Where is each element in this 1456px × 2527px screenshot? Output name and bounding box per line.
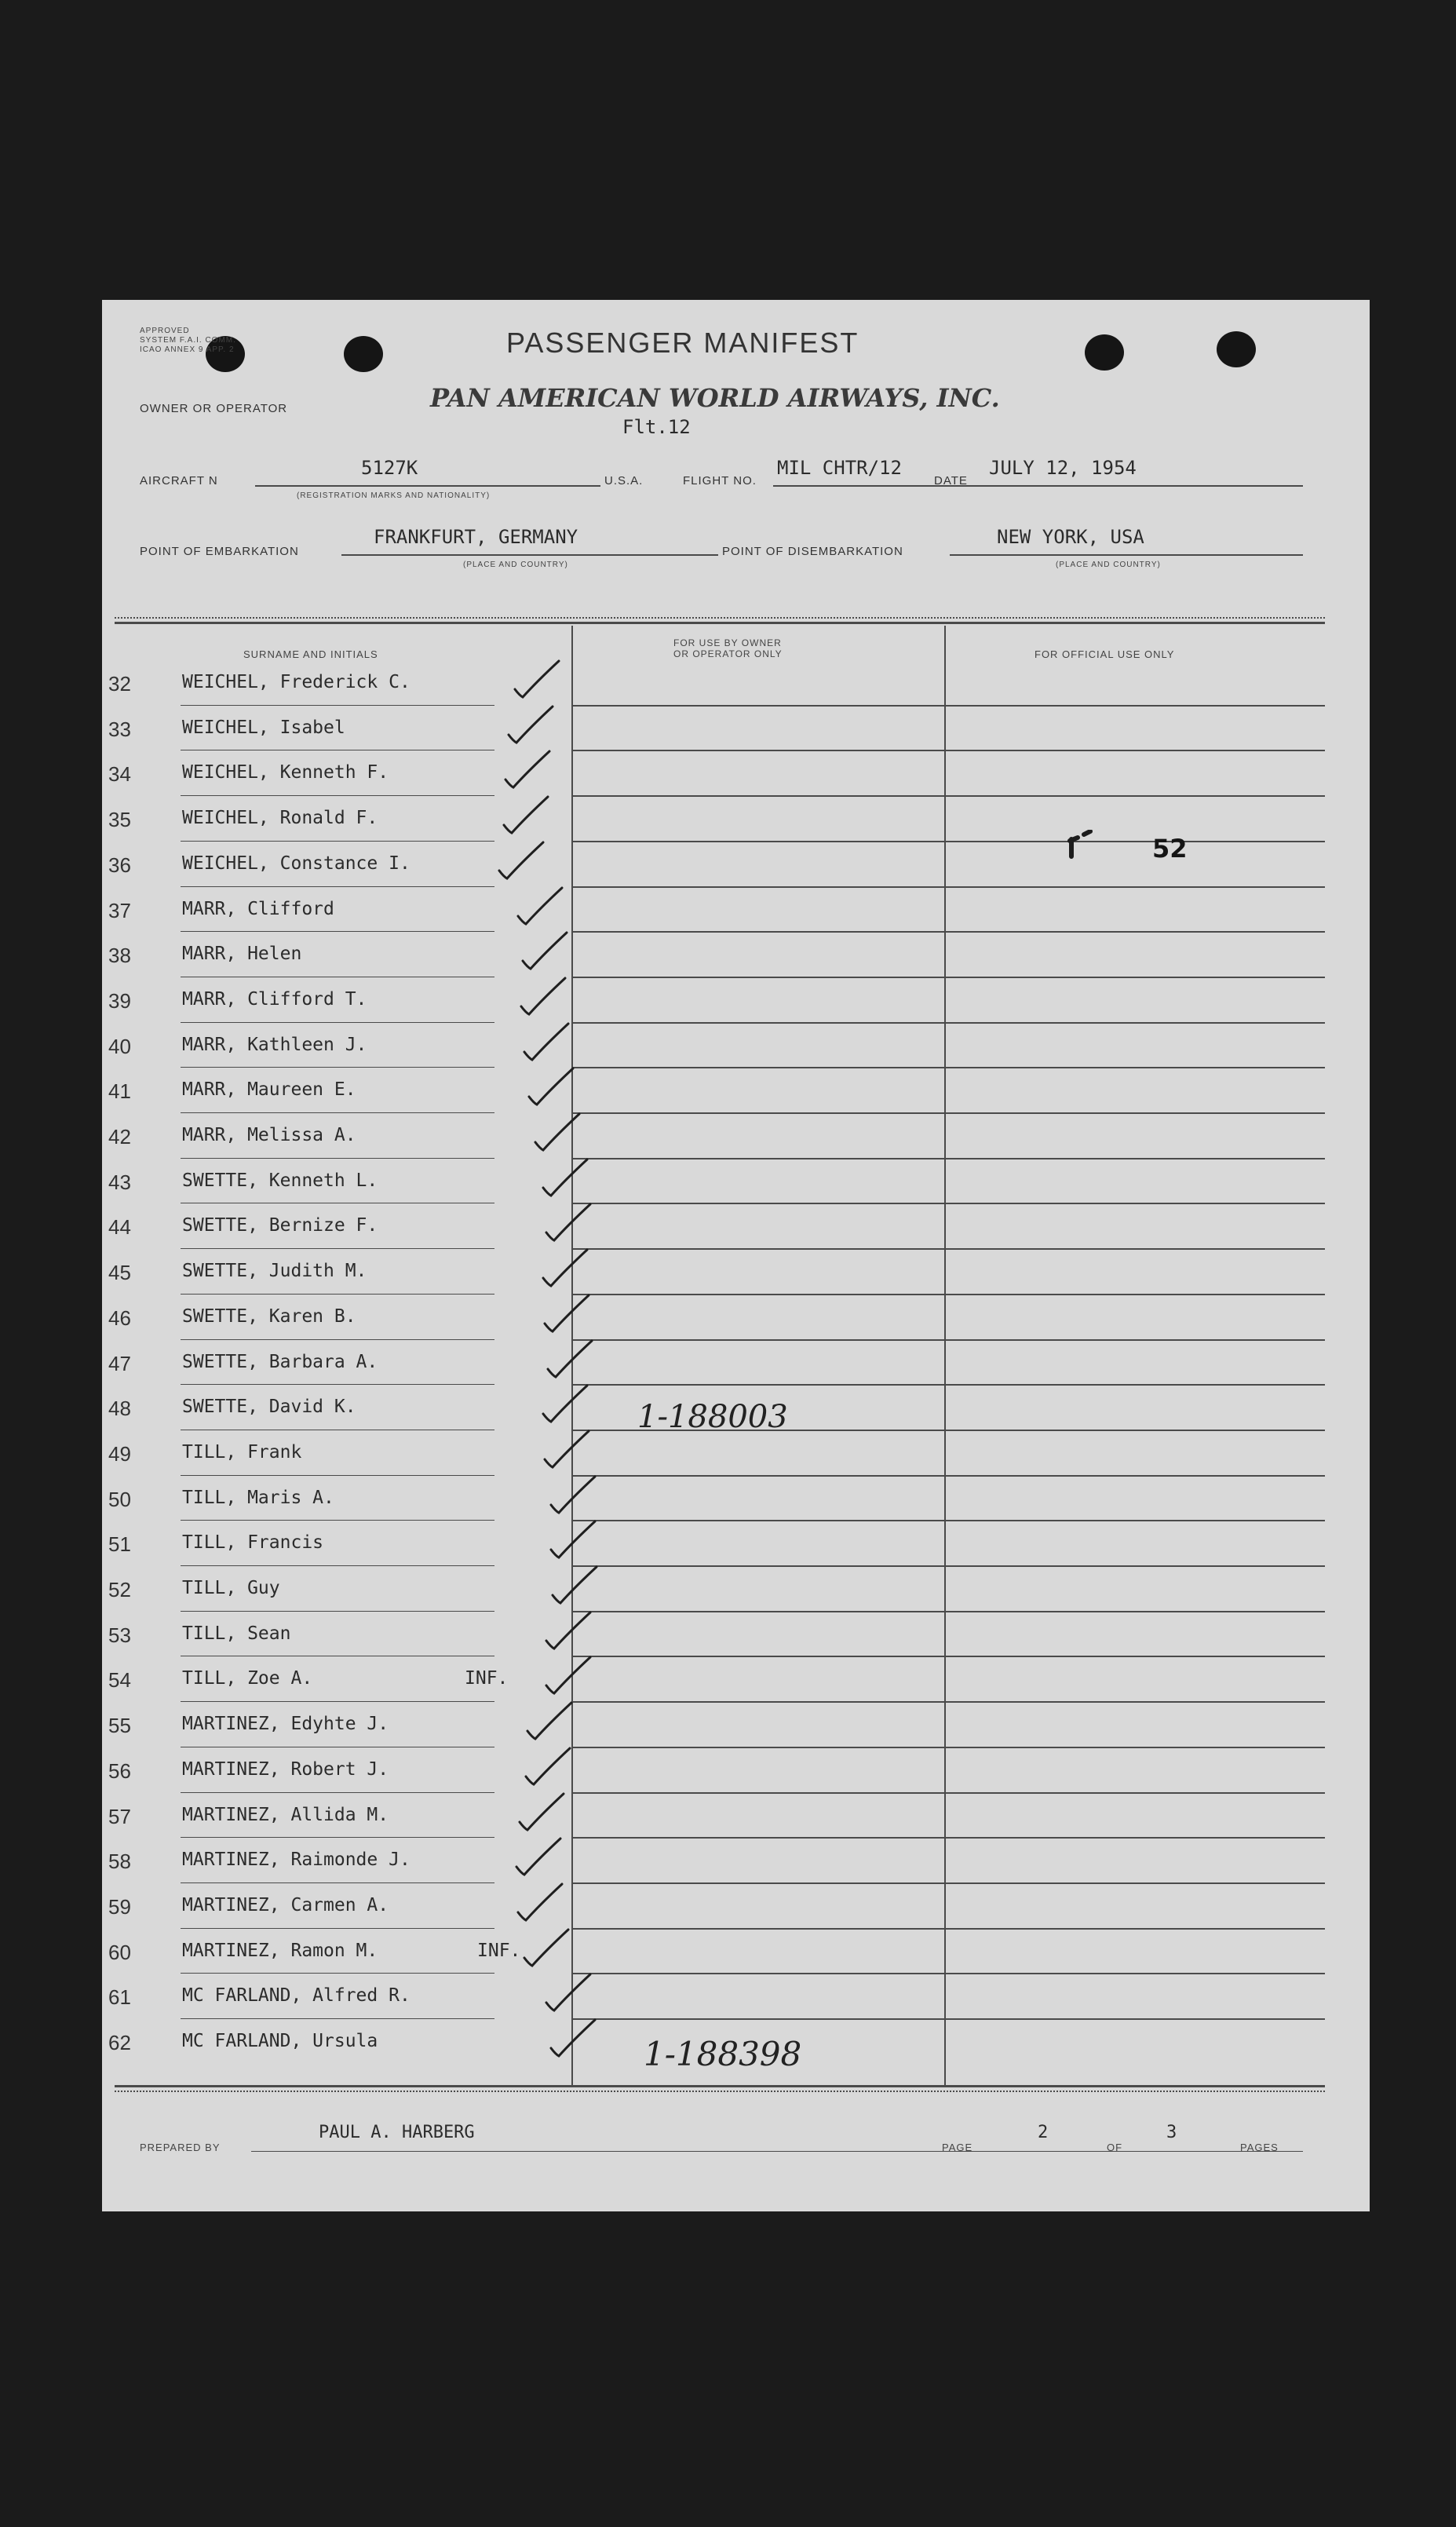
check-mark-icon [548,1564,603,1614]
approval-line: SYSTEM F.A.I. COMM. [140,336,236,345]
row-number: 35 [108,808,131,832]
approval-line: ICAO ANNEX 9 APP. 2 [140,345,235,354]
passenger-name: MARTINEZ, Carmen A. [182,1894,389,1915]
infant-note: INF. [477,1940,521,1961]
row-number: 32 [108,672,131,696]
row-number: 60 [108,1940,131,1964]
aircraft-value: 5127K [361,457,418,479]
passenger-name: MARR, Clifford T. [182,988,367,1010]
row-number: 61 [108,1985,131,2010]
handwritten-ticket-number: 1-188398 [644,2035,802,2073]
page-label: PAGE [942,2142,973,2153]
check-mark-icon [518,929,573,980]
passenger-name: TILL, Maris A. [182,1487,334,1508]
passenger-name: SWETTE, Judith M. [182,1261,367,1282]
passenger-name: MC FARLAND, Ursula [182,2031,378,2051]
check-mark-icon [521,1745,576,1795]
prepared-by-value: PAUL A. HARBERG [319,2123,475,2142]
row-number: 38 [108,944,131,968]
check-mark-icon [520,1021,575,1071]
check-mark-icon [513,1881,568,1931]
passenger-name: MC FARLAND, Alfred R. [182,1985,411,2007]
page-total: 3 [1166,2123,1177,2142]
passenger-name: MARR, Helen [182,944,302,965]
check-mark-icon [542,1201,597,1251]
row-number: 52 [108,1578,131,1601]
embarkation-place-note: (PLACE AND COUNTRY) [463,561,568,569]
column-header-owner-use: OR OPERATOR ONLY [673,648,783,659]
punch-hole [1217,331,1256,367]
row-number: 55 [108,1714,131,1738]
check-mark-icon [542,1971,597,2021]
check-mark-icon [546,1473,601,1524]
check-mark-icon [546,2017,601,2067]
approval-line: APPROVED [140,327,190,335]
column-header-official-use: FOR OFFICIAL USE ONLY [1035,648,1175,660]
check-mark-icon [538,1247,593,1297]
passenger-name: MARR, Kathleen J. [182,1034,367,1055]
check-mark-icon [499,794,554,844]
passenger-name: TILL, Frank [182,1441,302,1463]
check-mark-icon [513,885,568,935]
row-number: 37 [108,898,131,922]
passenger-name: WEICHEL, Isabel [182,717,345,738]
check-mark-icon [524,1065,579,1116]
row-number: 33 [108,717,131,741]
passenger-name: MARTINEZ, Ramon M. [182,1940,378,1961]
row-number: 62 [108,2031,131,2054]
passenger-name: SWETTE, Kenneth L. [182,1170,378,1191]
row-number: 43 [108,1170,131,1194]
passenger-name: MARR, Clifford [182,898,334,919]
official-mark: 52 [1152,834,1188,864]
row-number: 34 [108,762,131,787]
row-number: 49 [108,1441,131,1466]
check-mark-icon [510,658,565,708]
check-mark-icon [523,1700,578,1750]
row-number: 40 [108,1034,131,1058]
check-mark-icon [520,1926,575,1977]
passenger-name: MARTINEZ, Allida M. [182,1804,389,1825]
passenger-name: SWETTE, David K. [182,1397,356,1418]
passenger-name: SWETTE, Barbara A. [182,1351,378,1372]
flight-no-label: FLIGHT NO. [683,474,757,488]
check-mark-icon [538,1156,593,1207]
aircraft-label: AIRCRAFT N [140,474,218,488]
embarkation-label: POINT OF EMBARKATION [140,545,299,558]
check-mark-icon [512,1835,567,1886]
date-label: DATE [934,474,968,488]
check-mark-icon [516,975,571,1025]
column-header-names: SURNAME AND INITIALS [243,648,378,660]
of-label: OF [1107,2142,1123,2153]
check-mark-icon [504,703,559,754]
row-number: 58 [108,1850,131,1874]
row-number: 57 [108,1804,131,1828]
prepared-by-label: PREPARED BY [140,2142,221,2153]
embarkation-value: FRANKFURT, GERMANY [374,526,578,548]
passenger-name: TILL, Francis [182,1532,324,1554]
row-number: 56 [108,1758,131,1783]
row-number: 47 [108,1351,131,1375]
passenger-name: SWETTE, Karen B. [182,1305,356,1327]
owner-label: OWNER OR OPERATOR [140,402,288,415]
row-number: 51 [108,1532,131,1557]
passenger-name: WEICHEL, Kenneth F. [182,762,389,783]
check-mark-icon [540,1292,595,1342]
column-header-owner-use: FOR USE BY OWNER [673,637,782,648]
passenger-name: MARR, Maureen E. [182,1079,356,1101]
check-mark-icon [540,1428,595,1478]
check-mark-icon [515,1791,570,1841]
check-mark-icon [531,1111,586,1161]
manifest-sheet [102,300,1370,2211]
row-number: 36 [108,853,131,877]
row-number: 59 [108,1894,131,1919]
row-number: 54 [108,1668,131,1693]
passenger-name: MARR, Melissa A. [182,1125,356,1145]
row-number: 48 [108,1397,131,1421]
disembarkation-value: NEW YORK, USA [997,526,1144,548]
disembarkation-label: POINT OF DISEMBARKATION [722,545,903,558]
nationality: U.S.A. [604,474,644,488]
passenger-name: MARTINEZ, Edyhte J. [182,1714,389,1735]
row-number: 44 [108,1215,131,1240]
row-number: 42 [108,1125,131,1148]
form-title: PASSENGER MANIFEST [506,327,859,359]
page-number: 2 [1038,2123,1049,2142]
check-mark-icon [501,748,556,798]
passenger-name: TILL, Sean [182,1623,291,1644]
check-mark-icon [543,1338,598,1388]
check-mark-icon [542,1609,597,1660]
row-number: 53 [108,1623,131,1647]
date-value: JULY 12, 1954 [989,457,1137,479]
row-number: 41 [108,1079,131,1104]
registration-note: (REGISTRATION MARKS AND NATIONALITY) [297,491,491,500]
punch-hole [344,336,383,372]
infant-note: INF. [465,1668,509,1689]
punch-hole [1085,334,1124,371]
check-mark-icon [546,1518,601,1568]
passenger-name: WEICHEL, Ronald F. [182,808,378,829]
passenger-name: MARTINEZ, Raimonde J. [182,1850,411,1871]
flight-no-value: MIL CHTR/12 [777,457,902,479]
passenger-name: SWETTE, Bernize F. [182,1215,378,1236]
handwritten-ticket-number: 1-188003 [637,1399,788,1435]
row-number: 39 [108,988,131,1013]
pages-label: PAGES [1240,2142,1279,2153]
passenger-name: WEICHEL, Frederick C. [182,672,411,692]
row-number: 46 [108,1305,131,1330]
check-mark-icon [538,1382,593,1433]
official-scribble [1064,830,1111,861]
row-number: 45 [108,1261,131,1285]
check-mark-icon [542,1654,597,1704]
passenger-name: TILL, Zoe A. [182,1668,313,1689]
check-mark-icon [494,839,549,889]
passenger-name: MARTINEZ, Robert J. [182,1758,389,1780]
row-number: 50 [108,1487,131,1511]
passenger-name: TILL, Guy [182,1578,280,1598]
flight-reference: Flt.12 [622,416,691,438]
owner-name: PAN AMERICAN WORLD AIRWAYS, INC. [430,383,1000,413]
disembarkation-place-note: (PLACE AND COUNTRY) [1056,561,1161,569]
passenger-name: WEICHEL, Constance I. [182,853,411,874]
